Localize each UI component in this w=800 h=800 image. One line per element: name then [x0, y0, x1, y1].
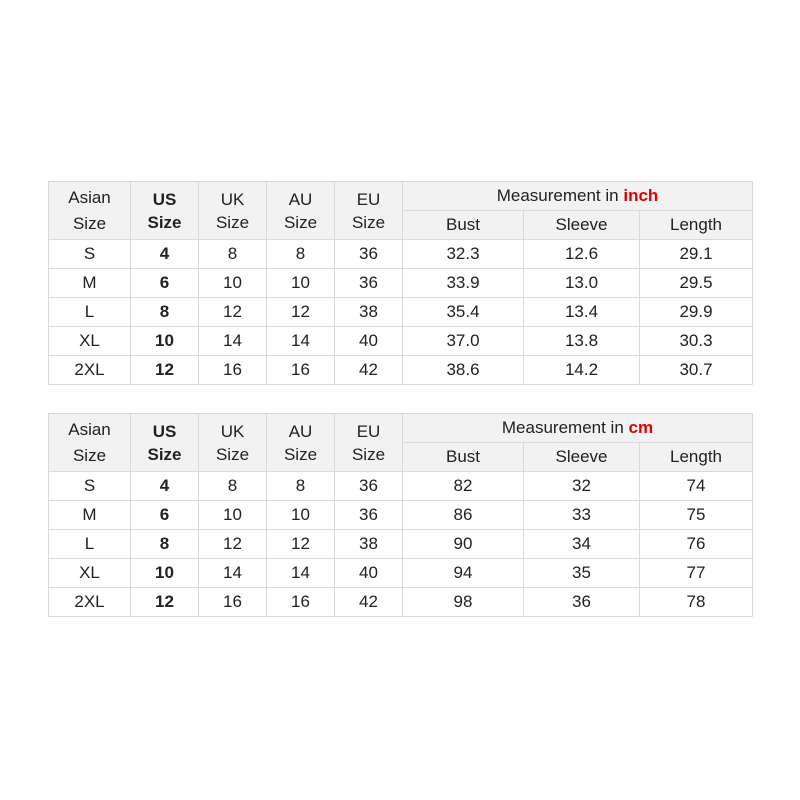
length-cell: 29.5 — [640, 269, 753, 298]
uk-cell: 12 — [199, 530, 267, 559]
eu-cell: 42 — [335, 588, 403, 617]
size-chart-cm — [48, 413, 753, 617]
length-cell: 75 — [640, 501, 753, 530]
sleeve-cell: 13.8 — [524, 327, 640, 356]
sleeve-cell: 36 — [524, 588, 640, 617]
uk-cell: 10 — [199, 269, 267, 298]
asian-cell: L — [49, 530, 131, 559]
table-row — [49, 298, 753, 327]
uk-cell: 16 — [199, 588, 267, 617]
au-cell: 14 — [267, 327, 335, 356]
length-cell: 74 — [640, 472, 753, 501]
eu-cell: 42 — [335, 356, 403, 385]
asian-cell: L — [49, 298, 131, 327]
asian-cell: XL — [49, 559, 131, 588]
au-cell: 10 — [267, 269, 335, 298]
uk-cell: 10 — [199, 501, 267, 530]
uk-cell: 14 — [199, 327, 267, 356]
eu-cell: 40 — [335, 559, 403, 588]
uk-cell: 12 — [199, 298, 267, 327]
length-header: Length — [640, 211, 753, 240]
eu-size-header: EU Size — [335, 182, 403, 240]
bust-cell: 32.3 — [403, 240, 524, 269]
us-cell: 8 — [131, 530, 199, 559]
bust-cell: 90 — [403, 530, 524, 559]
asian-size-header: Asian Size — [49, 182, 131, 240]
asian-cell: 2XL — [49, 588, 131, 617]
sleeve-cell: 14.2 — [524, 356, 640, 385]
sleeve-cell: 12.6 — [524, 240, 640, 269]
asian-size-header: Asian Size — [49, 414, 131, 472]
table-row — [49, 327, 753, 356]
au-size-header: AU Size — [267, 182, 335, 240]
sleeve-cell: 13.0 — [524, 269, 640, 298]
size-chart-inch — [48, 181, 753, 385]
bust-cell: 33.9 — [403, 269, 524, 298]
au-cell: 14 — [267, 559, 335, 588]
bust-cell: 98 — [403, 588, 524, 617]
au-cell: 12 — [267, 530, 335, 559]
au-cell: 8 — [267, 240, 335, 269]
uk-cell: 14 — [199, 559, 267, 588]
us-cell: 8 — [131, 298, 199, 327]
asian-cell: XL — [49, 327, 131, 356]
us-cell: 6 — [131, 269, 199, 298]
table-row — [49, 501, 753, 530]
uk-size-header: UK Size — [199, 182, 267, 240]
table-row — [49, 269, 753, 298]
us-cell: 12 — [131, 356, 199, 385]
bust-header: Bust — [403, 443, 524, 472]
sleeve-cell: 35 — [524, 559, 640, 588]
uk-cell: 16 — [199, 356, 267, 385]
eu-size-header: EU Size — [335, 414, 403, 472]
au-cell: 12 — [267, 298, 335, 327]
eu-cell: 36 — [335, 472, 403, 501]
sleeve-header: Sleeve — [524, 443, 640, 472]
us-size-header: US Size — [131, 414, 199, 472]
asian-cell: S — [49, 240, 131, 269]
eu-cell: 38 — [335, 298, 403, 327]
au-size-header: AU Size — [267, 414, 335, 472]
length-cell: 30.7 — [640, 356, 753, 385]
unit-label: inch — [623, 186, 659, 205]
sleeve-cell: 33 — [524, 501, 640, 530]
eu-cell: 36 — [335, 269, 403, 298]
uk-cell: 8 — [199, 472, 267, 501]
bust-cell: 38.6 — [403, 356, 524, 385]
us-cell: 4 — [131, 472, 199, 501]
us-cell: 12 — [131, 588, 199, 617]
bust-header: Bust — [403, 211, 524, 240]
eu-cell: 36 — [335, 240, 403, 269]
au-cell: 10 — [267, 501, 335, 530]
size-rows — [49, 472, 753, 617]
sleeve-cell: 13.4 — [524, 298, 640, 327]
asian-cell: S — [49, 472, 131, 501]
table-row — [49, 472, 753, 501]
us-cell: 6 — [131, 501, 199, 530]
asian-cell: M — [49, 269, 131, 298]
measurement-header: Measurement in inch — [403, 182, 753, 211]
length-cell: 29.1 — [640, 240, 753, 269]
uk-cell: 8 — [199, 240, 267, 269]
table-row — [49, 530, 753, 559]
au-cell: 8 — [267, 472, 335, 501]
us-size-header: US Size — [131, 182, 199, 240]
eu-cell: 40 — [335, 327, 403, 356]
length-cell: 78 — [640, 588, 753, 617]
length-cell: 30.3 — [640, 327, 753, 356]
au-cell: 16 — [267, 356, 335, 385]
table-row — [49, 240, 753, 269]
bust-cell: 82 — [403, 472, 524, 501]
sleeve-cell: 34 — [524, 530, 640, 559]
sleeve-header: Sleeve — [524, 211, 640, 240]
eu-cell: 36 — [335, 501, 403, 530]
au-cell: 16 — [267, 588, 335, 617]
us-cell: 10 — [131, 559, 199, 588]
us-cell: 4 — [131, 240, 199, 269]
table-row — [49, 356, 753, 385]
asian-cell: 2XL — [49, 356, 131, 385]
us-cell: 10 — [131, 327, 199, 356]
size-rows — [49, 240, 753, 385]
length-cell: 77 — [640, 559, 753, 588]
unit-label: cm — [628, 418, 654, 437]
bust-cell: 35.4 — [403, 298, 524, 327]
bust-cell: 86 — [403, 501, 524, 530]
length-cell: 76 — [640, 530, 753, 559]
asian-cell: M — [49, 501, 131, 530]
sleeve-cell: 32 — [524, 472, 640, 501]
length-cell: 29.9 — [640, 298, 753, 327]
table-row — [49, 559, 753, 588]
eu-cell: 38 — [335, 530, 403, 559]
uk-size-header: UK Size — [199, 414, 267, 472]
bust-cell: 37.0 — [403, 327, 524, 356]
bust-cell: 94 — [403, 559, 524, 588]
length-header: Length — [640, 443, 753, 472]
measurement-header: Measurement in cm — [403, 414, 753, 443]
table-row — [49, 588, 753, 617]
